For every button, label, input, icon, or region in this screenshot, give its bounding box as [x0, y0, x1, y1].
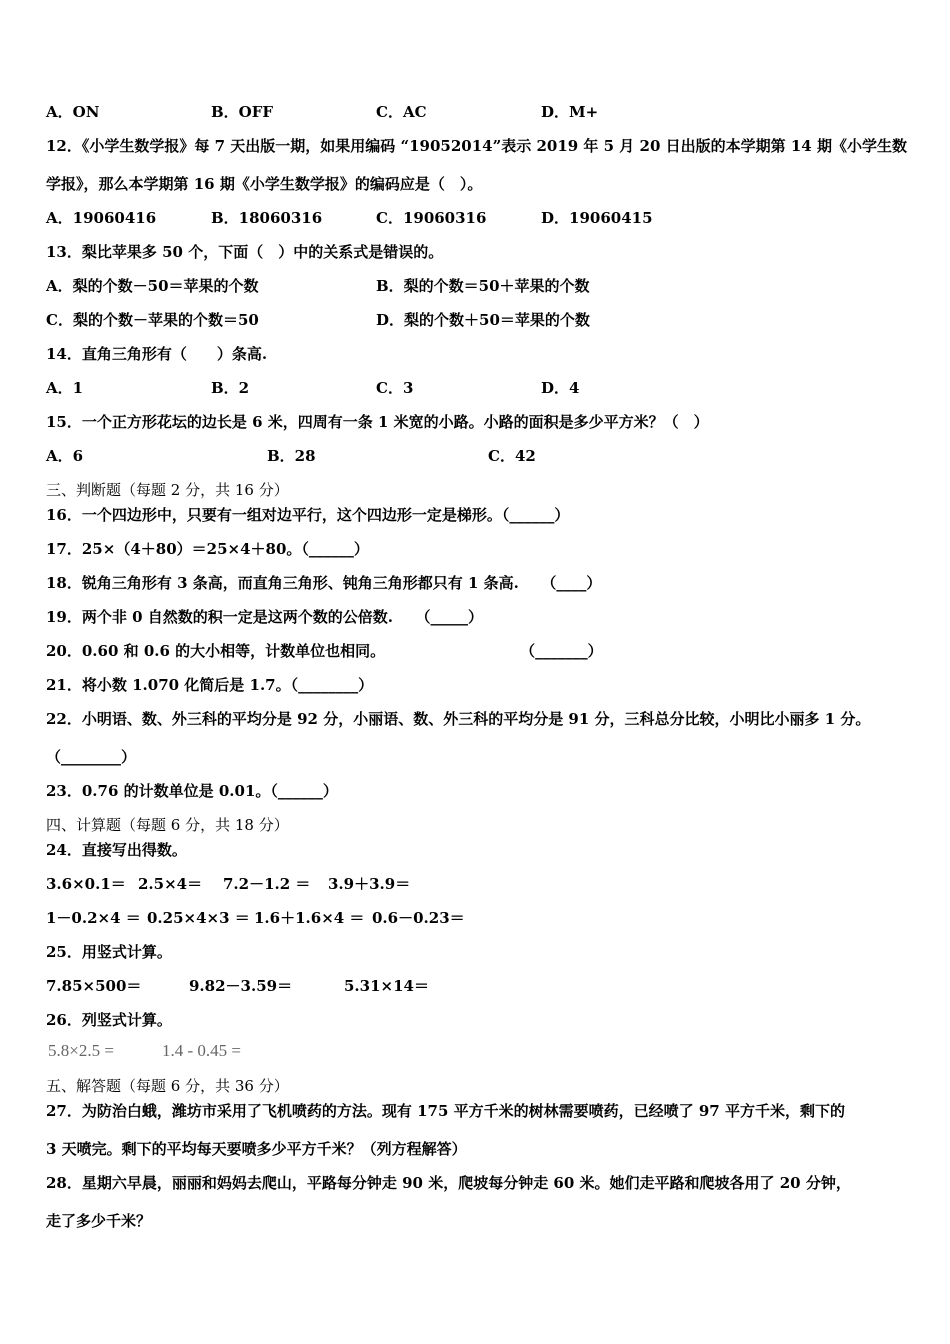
- q14-option-d[interactable]: D．4: [541, 379, 580, 397]
- q24-item: 7.2－1.2 ＝: [223, 875, 311, 893]
- q15-option-b[interactable]: B．28: [267, 447, 316, 465]
- q11-option-d[interactable]: D．M+: [541, 103, 599, 121]
- q11-option-a[interactable]: A．ON: [46, 103, 100, 121]
- q12-option-b[interactable]: B．18060316: [211, 209, 323, 227]
- q22-line1: 22．小明语、数、外三科的平均分是 92 分，小丽语、数、外三科的平均分是 91 分，三科总分比较，小明比小丽多 1 分。: [46, 710, 871, 728]
- q25-row: [46, 976, 910, 996]
- q15-option-c[interactable]: C．42: [488, 447, 536, 465]
- q12-option-d[interactable]: D．19060415: [541, 209, 653, 227]
- q26-item: 1.4 - 0.45 =: [162, 1041, 241, 1060]
- q24-item: 3.9＋3.9＝: [328, 875, 411, 893]
- q11-options: [46, 102, 910, 122]
- q17: 17．25×（4＋80）＝25×4＋80。（______）: [46, 540, 369, 558]
- q28-line2: 走了多少千米？: [46, 1212, 152, 1230]
- q12-options: [46, 208, 910, 228]
- q15-option-a[interactable]: A．6: [46, 447, 84, 465]
- q24-item: 2.5×4＝: [138, 875, 203, 893]
- q12-option-c[interactable]: C．19060316: [376, 209, 487, 227]
- q20: 20．0.60 和 0.6 的大小相等，计数单位也相同。 （_______）: [46, 642, 603, 660]
- q12-option-a[interactable]: A．19060416: [46, 209, 157, 227]
- q24-item: 1－0.2×4 ＝: [46, 909, 141, 927]
- q14-option-a[interactable]: A．1: [46, 379, 84, 397]
- q13-option-a[interactable]: A．梨的个数－50＝苹果的个数: [46, 277, 259, 295]
- q15-stem: 15．一个正方形花坛的边长是 6 米，四周有一条 1 米宽的小路。小路的面积是多少平方米？（ ）: [46, 413, 709, 431]
- q21: 21．将小数 1.070 化简后是 1.7。（________）: [46, 676, 374, 694]
- q16: 16．一个四边形中，只要有一组对边平行，这个四边形一定是梯形。（______）: [46, 506, 570, 524]
- q25-item: 5.31×14＝: [344, 977, 429, 995]
- q19: 19．两个非 0 自然数的积一定是这两个数的公倍数. （_____）: [46, 608, 483, 626]
- q14-stem: 14．直角三角形有（ ）条高.: [46, 345, 268, 363]
- q26-stem: 26．列竖式计算。: [46, 1011, 172, 1029]
- q28-line1: 28．星期六早晨，丽丽和妈妈去爬山，平路每分钟走 90 米，爬坡每分钟走 60 米。她们走平路和爬坡各用了 20 分钟，: [46, 1174, 851, 1192]
- q11-option-b[interactable]: B．OFF: [211, 103, 274, 121]
- q12-stem-line1: 12．《小学生数学报》每 7 天出版一期，如果用编码 “19052014”表示 2019 年 5 月 20 日出版的本学期第 14 期《小学生数: [46, 137, 907, 155]
- q25-item: 9.82－3.59＝: [189, 977, 293, 995]
- q14-options: [46, 378, 910, 398]
- q24-item: 1.6＋1.6×4 ＝: [254, 909, 365, 927]
- q13-option-c[interactable]: C．梨的个数－苹果的个数＝50: [46, 311, 259, 329]
- q24-stem: 24．直接写出得数。: [46, 841, 187, 859]
- q11-option-c[interactable]: C．AC: [376, 103, 427, 121]
- q24-item: 0.6－0.23＝: [372, 909, 465, 927]
- q26-row: [48, 1041, 910, 1061]
- section-3-heading: 三、判断题（每题 2 分，共 16 分）: [46, 481, 289, 499]
- q24-row1: [46, 874, 910, 894]
- q18: 18．锐角三角形有 3 条高，而直角三角形、钝角三角形都只有 1 条高. （____）: [46, 574, 602, 592]
- q14-option-c[interactable]: C．3: [376, 379, 414, 397]
- q25-stem: 25．用竖式计算。: [46, 943, 172, 961]
- section-4-heading: 四、计算题（每题 6 分，共 18 分）: [46, 816, 289, 834]
- q14-option-b[interactable]: B．2: [211, 379, 250, 397]
- q13-stem: 13．梨比苹果多 50 个，下面（ ）中的关系式是错误的。: [46, 243, 444, 261]
- q24-row2: [46, 908, 910, 928]
- q13-option-d[interactable]: D．梨的个数＋50＝苹果的个数: [376, 311, 590, 329]
- q12-stem-line2: 学报》，那么本学期第 16 期《小学生数学报》的编码应是（ ）。: [46, 175, 483, 193]
- q27-line2: 3 天喷完。剩下的平均每天要喷多少平方千米？（列方程解答）: [46, 1140, 467, 1158]
- q24-item: 0.25×4×3 ＝: [147, 909, 250, 927]
- q13-options-row1: [46, 276, 910, 296]
- q15-options: [46, 446, 910, 466]
- q27-line1: 27．为防治白蛾，潍坊市采用了飞机喷药的方法。现有 175 平方千米的树林需要喷药，已经喷了 97 平方千米，剩下的: [46, 1102, 845, 1120]
- q23: 23．0.76 的计数单位是 0.01。（______）: [46, 782, 338, 800]
- q13-option-b[interactable]: B．梨的个数＝50＋苹果的个数: [376, 277, 590, 295]
- q13-options-row2: [46, 310, 910, 330]
- q25-item: 7.85×500＝: [46, 977, 142, 995]
- q26-item: 5.8×2.5 =: [48, 1041, 114, 1060]
- section-5-heading: 五、解答题（每题 6 分，共 36 分）: [46, 1077, 289, 1095]
- q22-line2: （________）: [46, 748, 137, 766]
- q24-item: 3.6×0.1＝: [46, 875, 126, 893]
